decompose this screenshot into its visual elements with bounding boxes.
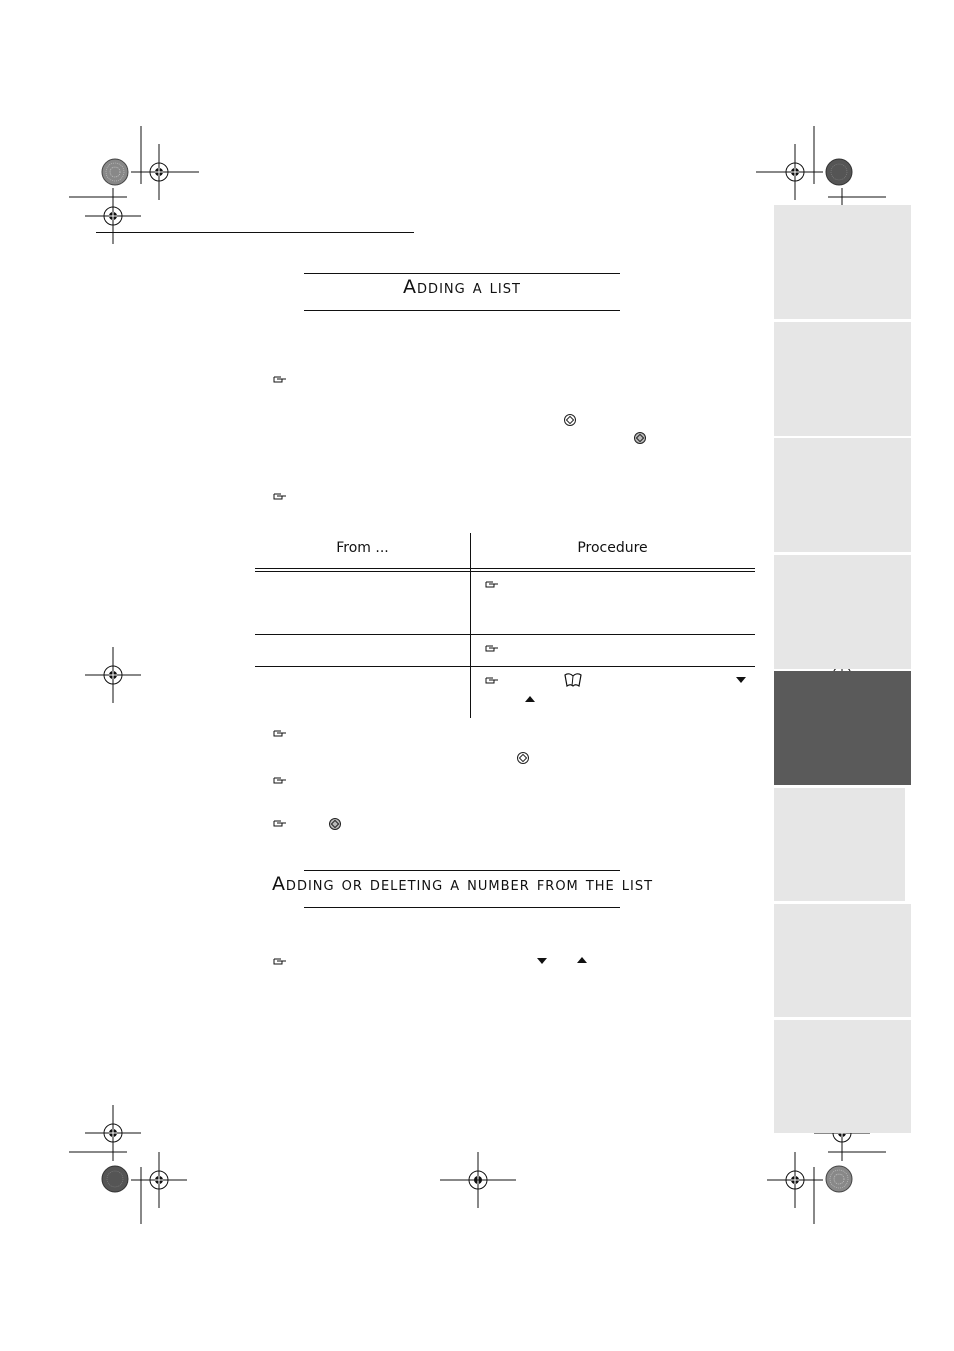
header-rule — [96, 232, 414, 233]
pointing-hand-icon — [273, 374, 287, 384]
stop-key-icon — [564, 414, 576, 426]
pointing-hand-icon — [273, 775, 287, 785]
heading-top-rule — [304, 273, 620, 274]
table-header-rule — [255, 568, 755, 569]
pointing-hand-icon — [273, 728, 287, 738]
chapter-tab-2[interactable] — [774, 322, 911, 436]
chapter-tab-8[interactable] — [774, 1020, 911, 1133]
table-row-rule — [255, 634, 755, 635]
pointing-hand-icon — [273, 491, 287, 501]
pointing-hand-icon — [273, 956, 287, 966]
heading-top-rule — [304, 870, 620, 871]
section-title: Adding a list — [403, 276, 521, 298]
chapter-tab-4[interactable] — [774, 555, 911, 669]
start-key-icon — [634, 432, 646, 444]
chapter-tab-1[interactable] — [774, 205, 911, 319]
pointing-hand-icon — [485, 579, 499, 589]
table-header-rule-double — [255, 571, 755, 572]
pointing-hand-icon — [485, 675, 499, 685]
chapter-tab-6[interactable] — [774, 788, 905, 901]
stop-key-icon — [517, 752, 529, 764]
chapter-tab-3[interactable] — [774, 438, 911, 552]
table-header-from: From ... — [336, 540, 389, 556]
section-title: Adding or deleting a number from the list — [271, 873, 654, 895]
table-row-rule — [255, 666, 755, 667]
start-key-icon — [329, 818, 341, 830]
open-book-icon — [563, 673, 583, 687]
arrow-up-icon — [577, 957, 587, 963]
table-header-procedure: Procedure — [577, 540, 648, 556]
arrow-down-icon — [537, 958, 547, 964]
chapter-tab-7[interactable] — [774, 904, 911, 1017]
heading-bottom-rule — [304, 310, 620, 311]
pointing-hand-icon — [485, 643, 499, 653]
arrow-down-icon — [736, 677, 746, 683]
table-column-divider — [470, 533, 471, 718]
heading-bottom-rule — [304, 907, 620, 908]
arrow-up-icon — [525, 696, 535, 702]
pointing-hand-icon — [273, 818, 287, 828]
chapter-tab-5-active[interactable] — [774, 671, 911, 785]
